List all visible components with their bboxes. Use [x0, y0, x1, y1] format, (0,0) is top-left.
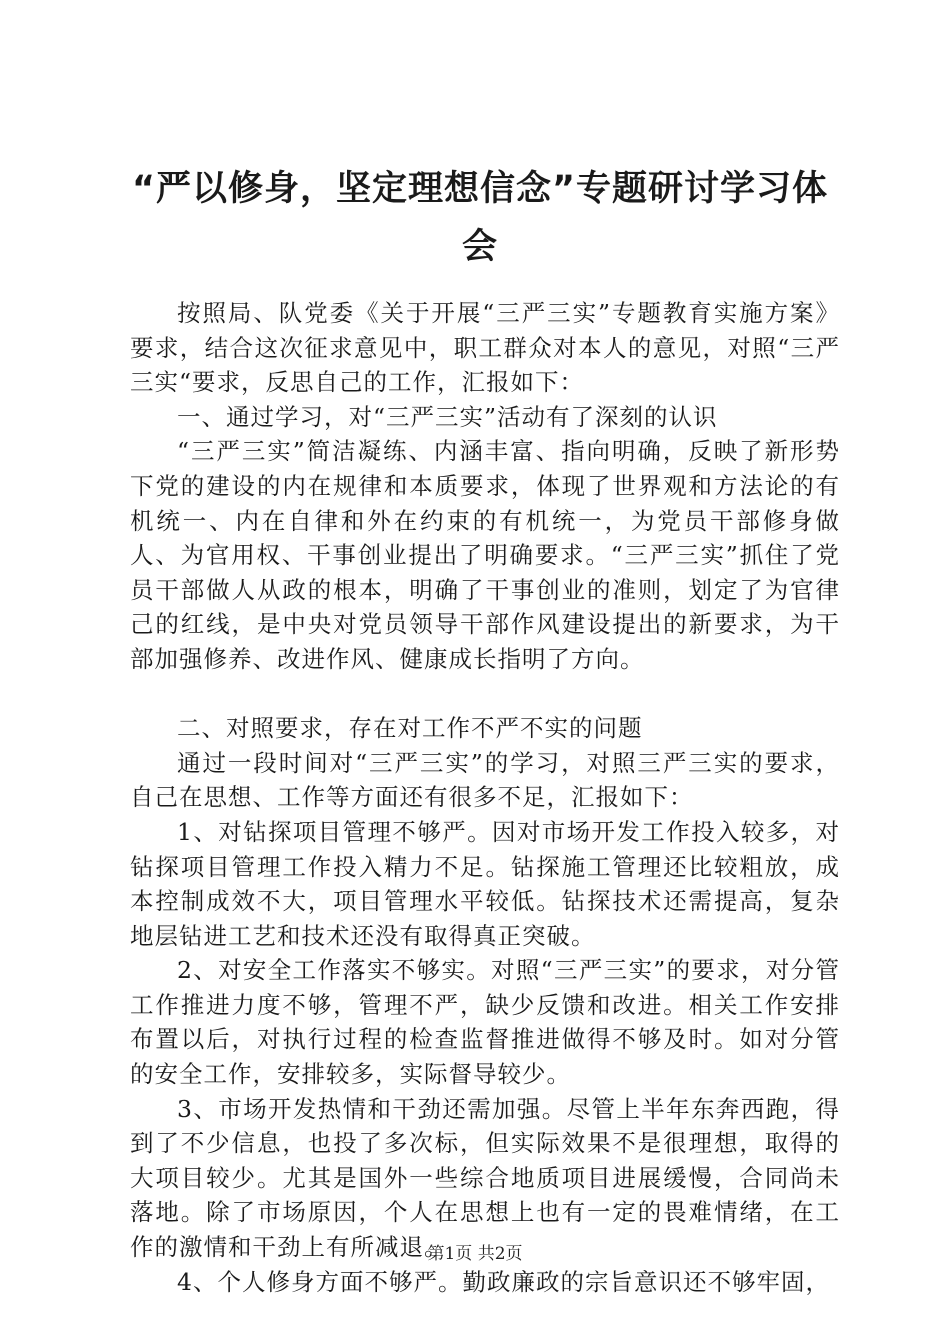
section-2-intro-paragraph: 通过一段时间对“三严三实”的学习，对照三严三实的要求，自己在思想、工作等方面还有很多不足，汇报如下： [130, 748, 840, 812]
section-heading-1: 一、通过学习，对“三严三实”活动有了深刻的认识 [177, 402, 718, 431]
issue-item-2: 2、对安全工作落实不够实。对照“三严三实”的要求，对分管工作推进力度不够，管理不严，缺少反馈和改进。相关工作安排布置以后，对执行过程的检查监督推进做得不够及时。如对分管的安全工作，安排较多，实际督导较少。 [130, 956, 840, 1089]
paragraph-spacer [130, 677, 840, 712]
issue-item-4: 4、个人修身方面不够严。勤政廉政的宗旨意识还不够牢固， [177, 1267, 830, 1296]
document-body [130, 296, 840, 1299]
document-title: “严以修身，坚定理想信念”专题研讨学习体会 [131, 169, 828, 267]
page-number-footer: 第1页 共2页 [427, 1244, 523, 1264]
section-1-paragraph: “三严三实”简洁凝练、内涵丰富、指向明确，反映了新形势下党的建设的内在规律和本质要求，体现了世界观和方法论的有机统一、内在自律和外在约束的有机统一，为党员干部修身做人、为官用权、干事创业提出了明确要求。“三严三实”抓住了党员干部做人从政的根本，明确了干事创业的准则，划定了为官律己的红线，是中央对党员领导干部作风建设提出的新要求，为干部加强修养、改进作风、健康成长指明了方向。 [130, 437, 840, 673]
intro-paragraph: 按照局、队党委《关于开展“三严三实”专题教育实施方案》要求，结合这次征求意见中，职工群众对本人的意见，对照“三严三实“要求，反思自己的工作，汇报如下： [130, 299, 840, 397]
issue-item-1: 1、对钻探项目管理不够严。因对市场开发工作投入较多，对钻探项目管理工作投入精力不足。钻探施工管理还比较粗放，成本控制成效不大，项目管理水平较低。钻探技术还需提高，复杂地层钻进工艺和技术还没有取得真正突破。 [130, 817, 840, 950]
issue-item-3: 3、市场开发热情和干劲还需加强。尽管上半年东奔西跑，得到了不少信息，也投了多次标，但实际效果不是很理想，取得的大项目较少。尤其是国外一些综合地质项目进展缓慢，合同尚未落地。除了市场原因，个人在思想上也有一定的畏难情绪，在工作的激情和干劲上有所减退。 [130, 1094, 840, 1262]
section-heading-2: 二、对照要求，存在对工作不严不实的问题 [177, 714, 643, 743]
